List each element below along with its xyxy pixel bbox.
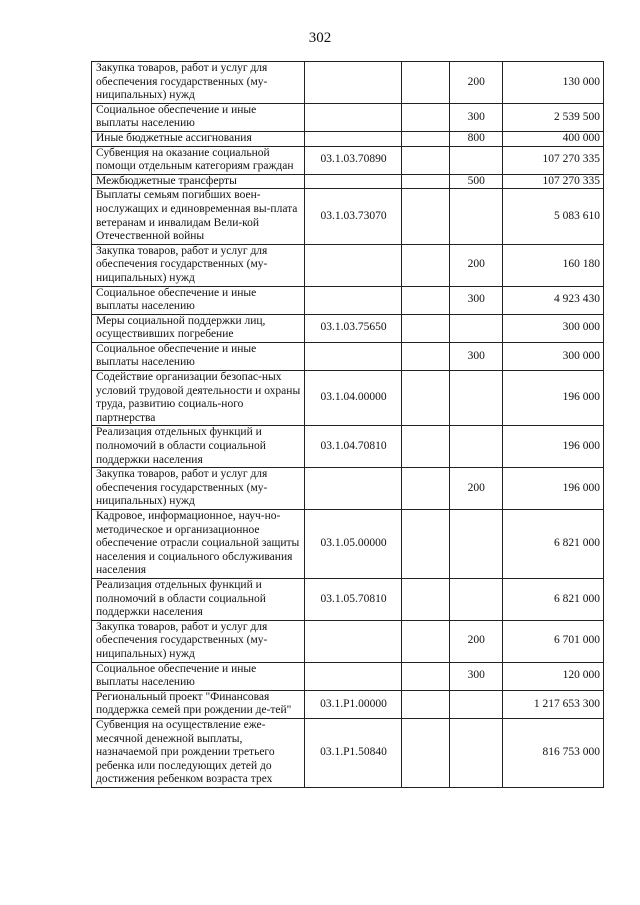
row-amount-cell: 5 083 610 [502, 189, 603, 244]
row-code-cell: 03.1.03.70890 [305, 146, 401, 174]
row-empty-cell [401, 314, 449, 342]
table-row [92, 174, 604, 189]
row-amount-cell: 120 000 [502, 662, 603, 690]
row-expense-type-cell [449, 718, 502, 787]
row-code-cell [305, 131, 401, 146]
row-amount-cell: 196 000 [502, 371, 603, 426]
row-name-cell: Закупка товаров, работ и услуг для обеспечения государственных (му-ниципальных) нужд [92, 620, 305, 662]
row-name-cell: Иные бюджетные ассигнования [92, 131, 305, 146]
row-name-cell: Субвенция на оказание социальной помощи отдельным категориям граждан [92, 146, 305, 174]
table-row [92, 510, 604, 579]
row-expense-type-cell [449, 510, 502, 579]
row-code-cell: 03.1.04.70810 [305, 426, 401, 468]
row-expense-type-cell [449, 146, 502, 174]
row-name-cell: Содействие организации безопас-ных условий трудовой деятельности и охраны труда, развитию социаль-ного партнерства [92, 371, 305, 426]
row-expense-type-cell [449, 690, 502, 718]
row-empty-cell [401, 131, 449, 146]
row-expense-type-cell: 300 [449, 662, 502, 690]
row-empty-cell [401, 286, 449, 314]
row-amount-cell: 6 701 000 [502, 620, 603, 662]
row-empty-cell [401, 342, 449, 370]
row-amount-cell: 4 923 430 [502, 286, 603, 314]
table-row [92, 314, 604, 342]
row-name-cell: Реализация отдельных функций и полномочий в области социальной поддержки населения [92, 578, 305, 620]
row-empty-cell [401, 468, 449, 510]
row-empty-cell [401, 146, 449, 174]
row-code-cell [305, 244, 401, 286]
row-name-cell: Социальное обеспечение и иные выплаты населению [92, 103, 305, 131]
row-empty-cell [401, 189, 449, 244]
row-amount-cell: 196 000 [502, 426, 603, 468]
row-empty-cell [401, 244, 449, 286]
row-expense-type-cell: 500 [449, 174, 502, 189]
row-code-cell: 03.1.05.70810 [305, 578, 401, 620]
table-row [92, 662, 604, 690]
table-row [92, 146, 604, 174]
row-code-cell: 03.1.P1.50840 [305, 718, 401, 787]
row-name-cell: Закупка товаров, работ и услуг для обеспечения государственных (му-ниципальных) нужд [92, 62, 305, 104]
row-amount-cell: 160 180 [502, 244, 603, 286]
row-empty-cell [401, 174, 449, 189]
row-amount-cell: 300 000 [502, 342, 603, 370]
row-code-cell [305, 468, 401, 510]
row-expense-type-cell [449, 314, 502, 342]
row-code-cell: 03.1.05.00000 [305, 510, 401, 579]
row-amount-cell: 196 000 [502, 468, 603, 510]
row-code-cell [305, 103, 401, 131]
row-expense-type-cell: 300 [449, 103, 502, 131]
row-name-cell: Закупка товаров, работ и услуг для обеспечения государственных (му-ниципальных) нужд [92, 244, 305, 286]
row-name-cell: Социальное обеспечение и иные выплаты населению [92, 342, 305, 370]
row-amount-cell: 300 000 [502, 314, 603, 342]
row-empty-cell [401, 371, 449, 426]
table-row [92, 371, 604, 426]
row-expense-type-cell [449, 426, 502, 468]
row-amount-cell: 400 000 [502, 131, 603, 146]
budget-table-body [92, 62, 604, 788]
page-number: 302 [308, 30, 332, 46]
row-name-cell: Субвенция на осуществление еже-месячной денежной выплаты, назначаемой при рождении третьего ребенка или последующих детей до достижения ребенком возраста трех [92, 718, 305, 787]
row-amount-cell: 107 270 335 [502, 146, 603, 174]
row-code-cell: 03.1.04.00000 [305, 371, 401, 426]
row-expense-type-cell: 200 [449, 620, 502, 662]
budget-table [91, 61, 604, 788]
row-code-cell: 03.1.P1.00000 [305, 690, 401, 718]
table-row [92, 578, 604, 620]
table-row [92, 718, 604, 787]
row-name-cell: Меры социальной поддержки лиц, осуществивших погребение [92, 314, 305, 342]
row-code-cell [305, 286, 401, 314]
row-amount-cell: 6 821 000 [502, 578, 603, 620]
row-code-cell [305, 174, 401, 189]
table-row [92, 244, 604, 286]
row-expense-type-cell: 300 [449, 286, 502, 314]
row-code-cell [305, 62, 401, 104]
row-expense-type-cell [449, 578, 502, 620]
table-row [92, 620, 604, 662]
row-amount-cell: 107 270 335 [502, 174, 603, 189]
table-row [92, 62, 604, 104]
row-empty-cell [401, 62, 449, 104]
row-empty-cell [401, 426, 449, 468]
row-empty-cell [401, 103, 449, 131]
table-row [92, 468, 604, 510]
row-name-cell: Реализация отдельных функций и полномочий в области социальной поддержки населения [92, 426, 305, 468]
table-row [92, 426, 604, 468]
table-row [92, 189, 604, 244]
row-expense-type-cell [449, 371, 502, 426]
row-name-cell: Выплаты семьям погибших воен-нослужащих и единовременная вы-плата ветеранам и инвалидам Вели-кой Отечественной войны [92, 189, 305, 244]
row-amount-cell: 2 539 500 [502, 103, 603, 131]
row-amount-cell: 130 000 [502, 62, 603, 104]
table-row [92, 690, 604, 718]
row-expense-type-cell: 800 [449, 131, 502, 146]
row-empty-cell [401, 690, 449, 718]
row-code-cell: 03.1.03.73070 [305, 189, 401, 244]
table-row [92, 103, 604, 131]
row-code-cell [305, 342, 401, 370]
row-code-cell [305, 662, 401, 690]
row-name-cell: Межбюджетные трансферты [92, 174, 305, 189]
table-row [92, 131, 604, 146]
row-code-cell: 03.1.03.75650 [305, 314, 401, 342]
row-code-cell [305, 620, 401, 662]
row-name-cell: Закупка товаров, работ и услуг для обеспечения государственных (му-ниципальных) нужд [92, 468, 305, 510]
row-empty-cell [401, 578, 449, 620]
row-name-cell: Социальное обеспечение и иные выплаты населению [92, 662, 305, 690]
row-expense-type-cell: 200 [449, 244, 502, 286]
table-row [92, 286, 604, 314]
row-empty-cell [401, 662, 449, 690]
row-expense-type-cell: 200 [449, 468, 502, 510]
table-row [92, 342, 604, 370]
row-empty-cell [401, 620, 449, 662]
row-amount-cell: 6 821 000 [502, 510, 603, 579]
row-amount-cell: 1 217 653 300 [502, 690, 603, 718]
row-empty-cell [401, 510, 449, 579]
row-expense-type-cell [449, 189, 502, 244]
row-empty-cell [401, 718, 449, 787]
row-expense-type-cell: 300 [449, 342, 502, 370]
row-amount-cell: 816 753 000 [502, 718, 603, 787]
row-name-cell: Региональный проект "Финансовая поддержка семей при рождении де-тей" [92, 690, 305, 718]
row-expense-type-cell: 200 [449, 62, 502, 104]
row-name-cell: Социальное обеспечение и иные выплаты населению [92, 286, 305, 314]
row-name-cell: Кадровое, информационное, науч-но-методическое и организационное обеспечение отрасли социальной защиты населения и социального обслуживания населения [92, 510, 305, 579]
